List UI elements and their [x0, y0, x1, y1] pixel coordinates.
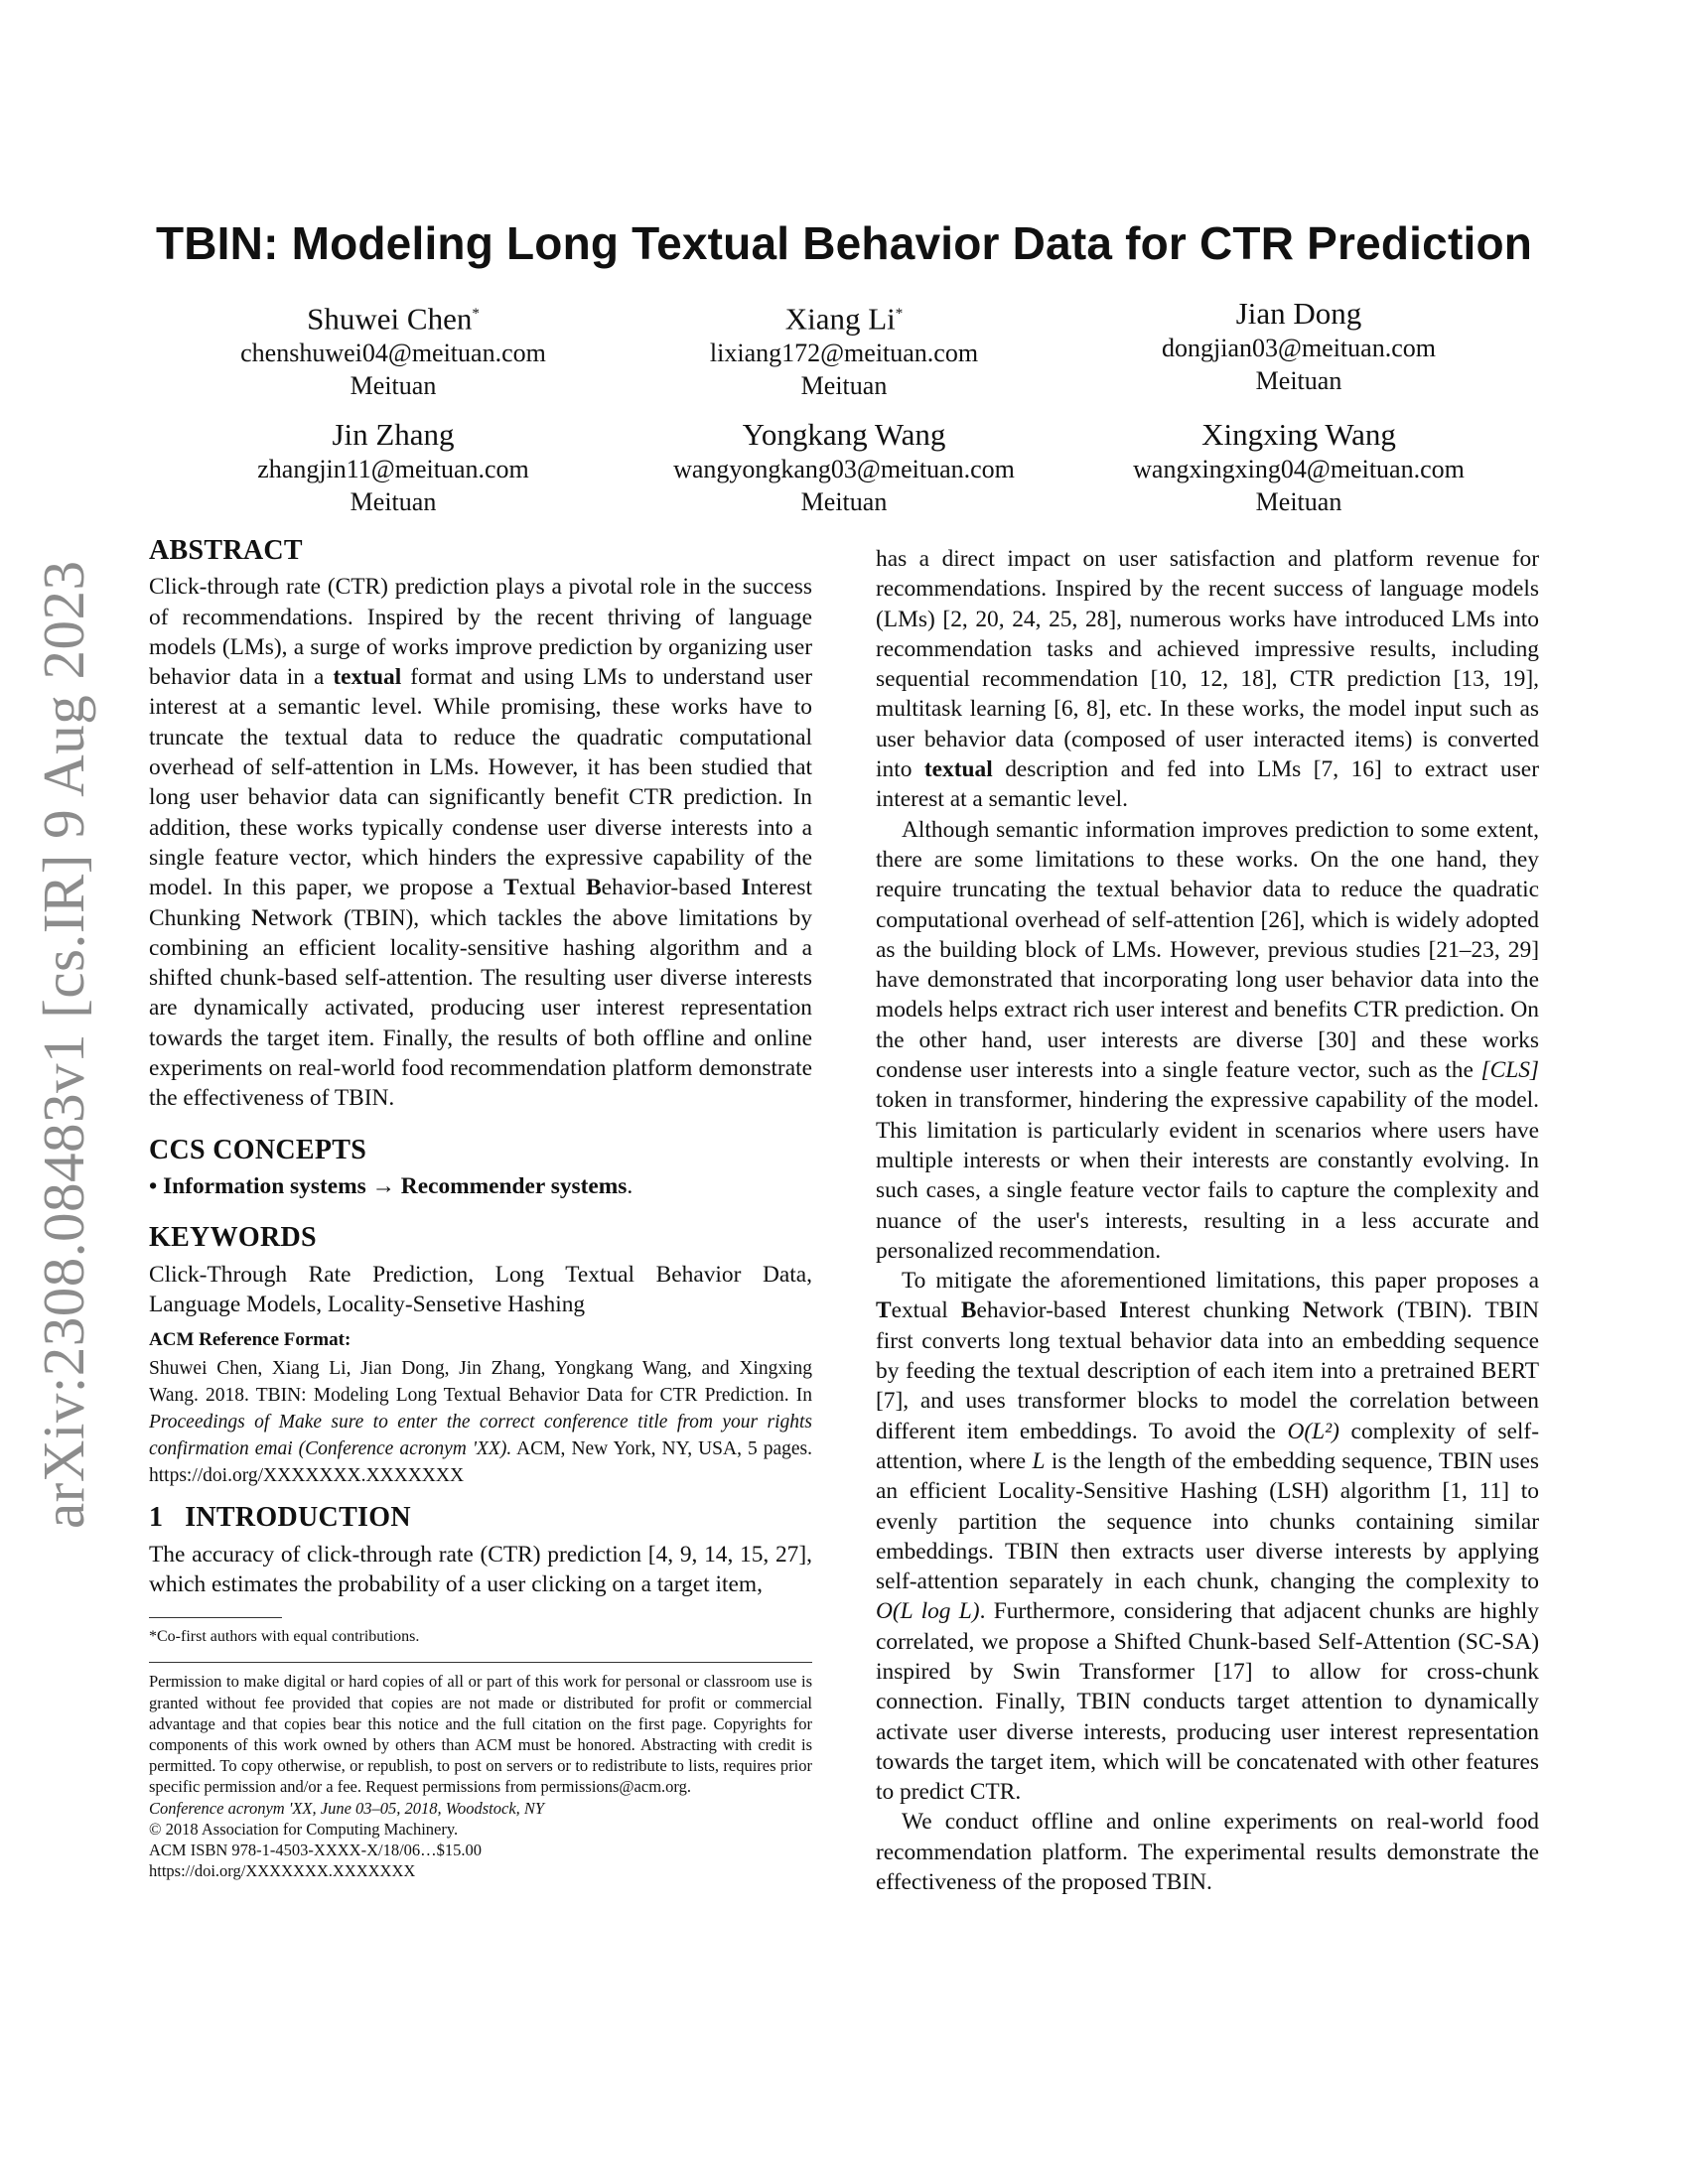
- author-email: wangyongkang03@meituan.com: [673, 455, 1015, 483]
- permission-block: [149, 1671, 812, 1881]
- intro-paragraph-2: Although semantic information improves prediction to some extent, there are some limitations to these works. On the one hand, they require truncating the textual behavior data to reduce the quadratic computational overhead of self-attention [26], which is widely adopted as the building block of LMs. However, previous studies [21–23, 29] have demonstrated that incorporating long user behavior data into the models helps extract rich user interest and benefits CTR prediction. On the other hand, user interests are diverse [30] and these works condense user interests into a single feature vector, such as the [CLS] token in transformer, hindering the expressive capability of the model. This limitation is particularly evident in scenarios where users have multiple interests or when their interests are constantly evolving. In such cases, a single feature vector fails to capture the complexity and nuance of the user's interests, resulting in a less accurate and personalized recommendation.: [876, 816, 1539, 1264]
- author-name: Jin Zhang: [332, 417, 455, 452]
- author-name: Xiang Li: [784, 301, 896, 337]
- intro-paragraph-4: We conduct offline and online experiments on real-world food recommendation platform. The experimental results demonstrate the effectiveness of the proposed TBIN.: [876, 1809, 1539, 1896]
- intro-heading: 1 INTRODUCTION: [149, 1502, 411, 1534]
- intro-paragraph-start: The accuracy of click-through rate (CTR) prediction [4, 9, 14, 15, 27], which estimates the probability of a user clicking on a target item,: [149, 1541, 812, 1598]
- doi-line: https://doi.org/XXXXXXX.XXXXXXX: [149, 1861, 416, 1881]
- acm-reference-text: Shuwei Chen, Xiang Li, Jian Dong, Jin Zhang, Yongkang Wang, and Xingxing Wang. 2018. TBIN: Modeling Long Textual Behavior Data for CTR Prediction. In Proceedings of Make sure to enter the correct conference title from your rights confirmation emai (Conference acronym 'XX). ACM, New York, NY, USA, 5 pages. https://doi.org/XXXXXXX.XXXXXXX: [149, 1358, 812, 1487]
- permission-divider: [149, 1662, 812, 1663]
- right-column: [876, 544, 1539, 1897]
- ccs-concepts: • Information systems → Recommender systems.: [149, 1172, 633, 1199]
- keywords-text: Click-Through Rate Prediction, Long Textual Behavior Data, Language Models, Locality-Sensetive Hashing: [149, 1261, 812, 1317]
- author-name: Yongkang Wang: [742, 417, 946, 452]
- co-first-mark: *: [895, 306, 904, 322]
- author-affiliation: Meituan: [800, 371, 888, 401]
- author-card: [135, 417, 651, 518]
- permission-text: Permission to make digital or hard copies of all or part of this work for personal or classroom use is granted without fee provided that copies are not made or distributed for profit or commercial advantage and that copies bear this notice and the full citation on the first page. Copyrights for components of this work owned by others than ACM must be honored. Abstracting with credit is permitted. To copy otherwise, or republish, to post on servers or to redistribute to lists, requires prior specific permission and/or a fee. Request permissions from permissions@acm.org.: [149, 1672, 812, 1797]
- conference-line: Conference acronym 'XX, June 03–05, 2018, Woodstock, NY: [149, 1798, 545, 1818]
- author-email: zhangjin11@meituan.com: [257, 455, 529, 483]
- author-affiliation: Meituan: [1255, 366, 1342, 395]
- abstract-text: Click-through rate (CTR) prediction plays a pivotal role in the success of recommendations. Inspired by the recent thriving of language models (LMs), a surge of works improve prediction by organizing user behavior data in a textual format and using LMs to understand user interest at a semantic level. While promising, these works have to truncate the textual data to reduce the quadratic computational overhead of self-attention in LMs. However, it has been studied that long user behavior data can significantly benefit CTR prediction. In addition, these works typically condense user diverse interests into a single feature vector, which hinders the expressive capability of the model. In this paper, we propose a Textual Behavior-based Interest Chunking Network (TBIN), which tackles the above limitations by combining an efficient locality-sensitive hashing algorithm and a shifted chunk-based self-attention. The resulting user diverse interests are dynamically activated, producing user interest representation towards the target item. Finally, the results of both offline and online experiments on real-world food recommendation platform demonstrate the effectiveness of TBIN.: [149, 574, 812, 1112]
- author-email: wangxingxing04@meituan.com: [1133, 455, 1465, 483]
- author-card: [1041, 296, 1557, 397]
- author-email: chenshuwei04@meituan.com: [240, 339, 546, 368]
- author-card: [1041, 417, 1557, 518]
- author-name: Xingxing Wang: [1201, 417, 1396, 452]
- paper-title: TBIN: Modeling Long Textual Behavior Data for CTR Prediction: [155, 217, 1533, 269]
- footnote-divider: [149, 1617, 282, 1618]
- isbn-line: ACM ISBN 978-1-4503-XXXX-X/18/06…$15.00: [149, 1840, 483, 1859]
- author-email: lixiang172@meituan.com: [709, 339, 979, 368]
- author-card: [586, 417, 1102, 518]
- author-affiliation: Meituan: [800, 487, 888, 516]
- copyright-line: © 2018 Association for Computing Machinery.: [149, 1819, 459, 1839]
- author-card: [135, 296, 651, 402]
- ccs-heading: CCS CONCEPTS: [149, 1134, 367, 1165]
- left-column: [149, 536, 812, 1881]
- author-card: [586, 296, 1102, 402]
- arxiv-identifier: arXiv:2308.08483v1 [cs.IR] 9 Aug 2023: [31, 560, 96, 1529]
- intro-paragraph-continued: has a direct impact on user satisfaction and platform revenue for recommendations. Inspired by the recent success of language models (LMs) [2, 20, 24, 25, 28], numerous works have introduced LMs into recommendation tasks and achieved impressive results, including sequential recommendation [10, 12, 18], CTR prediction [13, 19], multitask learning [6, 8], etc. In these works, the model input such as user behavior data (composed of user interacted items) is converted into textual description and fed into LMs [7, 16] to extract user interest at a semantic level.: [876, 546, 1539, 813]
- acm-reference-heading: ACM Reference Format:: [149, 1329, 352, 1351]
- author-affiliation: Meituan: [350, 371, 437, 401]
- co-first-mark: *: [472, 306, 480, 322]
- author-affiliation: Meituan: [1255, 487, 1342, 516]
- author-email: dongjian03@meituan.com: [1162, 334, 1436, 362]
- keywords-heading: KEYWORDS: [149, 1222, 317, 1254]
- author-name: Jian Dong: [1235, 296, 1362, 331]
- author-name: Shuwei Chen: [307, 301, 473, 337]
- intro-paragraph-3: To mitigate the aforementioned limitations, this paper proposes a Textual Behavior-based Interest chunking Network (TBIN). TBIN first converts long textual behavior data into an embedding sequence by feeding the textual description of each item into a pretrained BERT [7], and uses transformer blocks to model the correlation between different item embeddings. To avoid the O(L²) complexity of self-attention, where L is the length of the embedding sequence, TBIN uses an efficient Locality-Sensitive Hashing (LSH) algorithm [1, 11] to evenly partition the sequence into chunks containing similar embeddings. TBIN then extracts user diverse interests by applying self-attention separately in each chunk, changing the complexity to O(L log L). Furthermore, considering that adjacent chunks are highly correlated, we propose a Shifted Chunk-based Self-Attention (SC-SA) inspired by Swin Transformer [17] to allow for cross-chunk connection. Finally, TBIN conducts target attention to dynamically activate user diverse interests, producing user interest representation towards the target item, which will be concatenated with other features to predict CTR.: [876, 1268, 1540, 1806]
- footnote: *Co-first authors with equal contributions.: [149, 1628, 420, 1646]
- abstract-heading: ABSTRACT: [149, 535, 303, 566]
- author-affiliation: Meituan: [350, 487, 437, 516]
